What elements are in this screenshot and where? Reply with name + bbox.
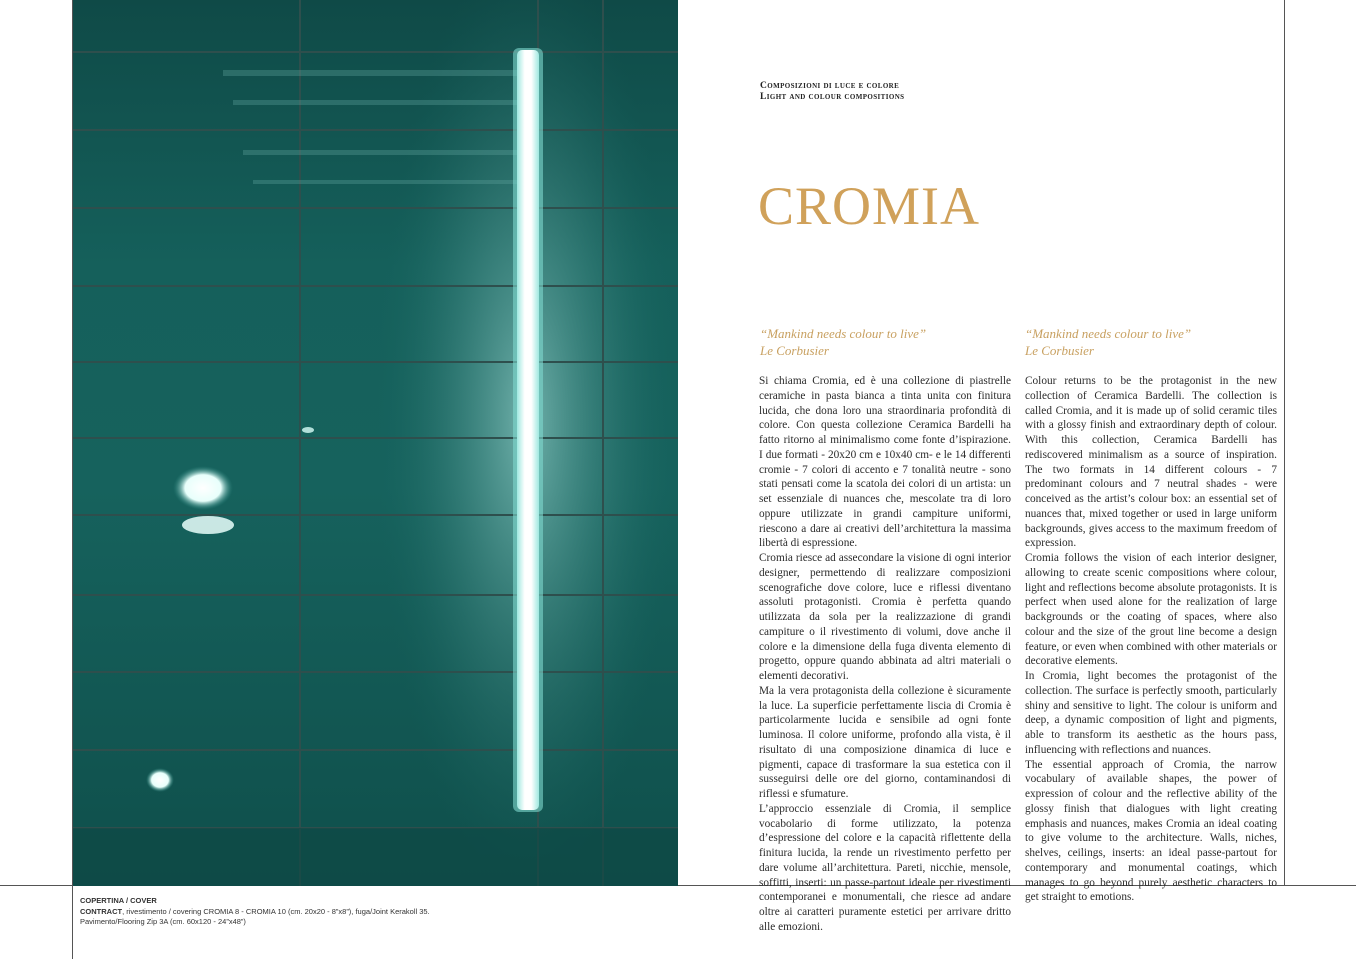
caption-heading: COPERTINA / COVER	[80, 896, 157, 905]
paragraph: Cromia riesce ad assecondare la visione di ogni interior designer, permettendo di realizzare composizioni scenografiche dove colore, luce e riflessi diventano assoluti protagonisti. Cromia è perfetta quando utilizzata da sola per la realizzazione di grandi campiture o il rivestimento di volumi, dove anche il colore e la dimensione della fuga diventa elemento di progetto, oppure quando abbinata ad altri materiali o elementi decorativi.	[759, 552, 1011, 682]
paragraph: In Cromia, light becomes the protagonist of the collection. The surface is perfectly smooth, particularly shiny and sensitive to light. The colour is uniform and deep, a dynamic composition of light and pigments, able to transform its aesthetic as the hours pass, influencing with reflections and nuances.	[1025, 670, 1277, 756]
light-reflection	[173, 466, 233, 510]
cover-photo	[73, 0, 678, 886]
quote-english	[1025, 325, 1191, 359]
photo-caption	[80, 896, 430, 928]
paragraph: L’approccio essenziale di Cromia, il semplice vocabolario di forme utilizzato, la potenza d’espressione del colore e la capacità riflettente della finitura lucida, la rende un rivestimento perfetto per dare volume all’architettura. Pareti, nicchie, mensole, soffitti, inserti: un passe-partout ideale per rivestimenti contemporanei e monumentali, che riesce ad andare oltre ai caratteri puramente estetici per arrivare dritto alle emozioni.	[759, 802, 1011, 933]
caption-line-1: , rivestimento / covering CROMIA 8 - CROMIA 10 (cm. 20x20 - 8”x8”), fuga/Joint Kerakoll 35.	[122, 906, 430, 916]
page-title: CROMIA	[758, 176, 981, 236]
quote-author: Le Corbusier	[1025, 343, 1094, 358]
light-tube	[517, 50, 539, 810]
tile-wall-illustration	[73, 0, 678, 886]
quote-author: Le Corbusier	[760, 343, 829, 358]
quote-text: “Mankind needs colour to live”	[760, 326, 927, 341]
caption-contract-label: CONTRACT	[80, 906, 123, 916]
paragraph: Colour returns to be the protagonist in the new collection of Ceramica Bardelli. The collection is called Cromia, and it is made up of solid ceramic tiles with a glossy finish and extraordinary depth of colour. With this collection, Ceramica Bardelli has rediscovered minimalism as a source of inspiration. The two formats in 14 different colours - 7 predominant colours and 7 neutral shades - were conceived as the artist’s colour box: an essential set of nuances that, mixed together or used in large uniform backgrounds, gives access to the maximum freedom of expression.	[1025, 375, 1277, 550]
paragraph: Si chiama Cromia, ed è una collezione di piastrelle ceramiche in pasta bianca a tinta unita con finitura lucida, che dona loro una straordinaria profondità di colore. Con questa collezione Ceramica Bardelli ha fatto ritorno al minimalismo come fonte d’ispirazione. I due formati - 20x20 cm e 10x40 cm- e le 14 differenti cromie - 7 colori di accento e 7 tonalità neutre - sono stati pensati come la scatola dei colori di un artista: un set essenziale di nuances che, mescolate tra di loro oppure utilizzate in grandi campiture uniformi, riescono a dare ai creativi dell’architettura la massima libertà di espressione.	[759, 375, 1011, 550]
caption-line-2: Pavimento/Flooring Zip 3A (cm. 60x120 - 24”x48”)	[80, 917, 246, 926]
paragraph: Ma la vera protagonista della collezione è sicuramente la luce. La superficie perfettamente liscia di Cromia è particolarmente lucida e sensibile ad ogni fonte luminosa. Il colore uniforme, profondo alla vista, è il risultato di una composizione dinamica di luce e pigmenti, capace di trasformare la sua estetica con il susseguirsi delle ore del giorno, contaminandosi di riflessi e sfumature.	[759, 684, 1011, 800]
body-column-italian	[759, 374, 1011, 935]
quote-text: “Mankind needs colour to live”	[1025, 326, 1192, 341]
body-column-english	[1025, 374, 1277, 905]
paragraph: Cromia follows the vision of each interior designer, allowing to create scenic compositions where colour, light and reflections become absolute protagonists. It is perfect when used alone for the realization of large backgrounds or the coating of spaces, where also colour and the size of the grout line become a design feature, or even when combined with other materials or decorative elements.	[1025, 552, 1277, 668]
quote-italian	[760, 325, 926, 359]
paragraph: The essential approach of Cromia, the narrow vocabulary of available shapes, the power of expression of colour and the reflective ability of the glossy finish that dialogues with light creating emphasis and nuances, makes Cromia an ideal coating to give volume to the architecture. Walls, niches, shelves, ceilings, inserts: an ideal passe-partout for contemporary and monumental coatings, which manages to go beyond purely aesthetic characters to get straight to emotions.	[1025, 758, 1277, 904]
kicker-italian: Composizioni di luce e colore	[760, 81, 900, 91]
crop-line-right	[1284, 0, 1285, 886]
kicker-english: Light and colour compositions	[760, 91, 905, 102]
section-kicker	[760, 81, 904, 102]
